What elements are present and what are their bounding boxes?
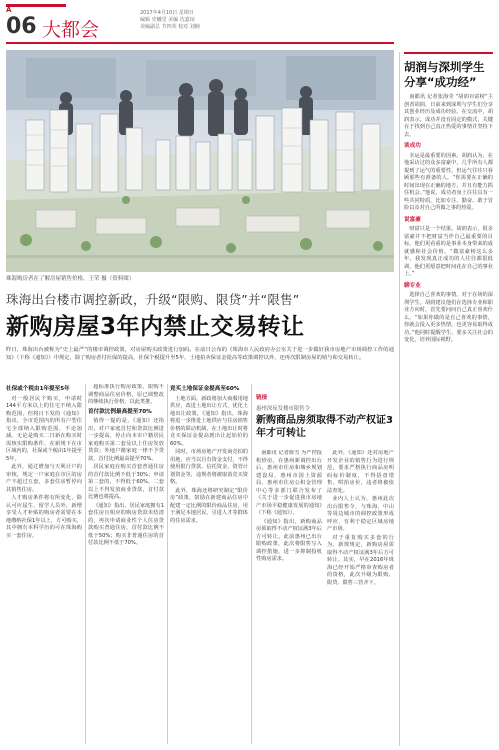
sidebar-paragraph: 选择自己喜欢的事情。对于在场的深圳学生，胡润建议他们在选择专业和职业方向时，首先要问问自己真正喜欢什么。“如果你做的是自己喜欢的事情，你就会投入更多热情，也更容易取得成功。”他同时提醒学生，要多关注社会的变化，培养国际视野。 bbox=[404, 292, 493, 343]
sidebar-divider bbox=[399, 52, 400, 746]
issue-date: 2017年4月10日 星期日 bbox=[140, 10, 194, 16]
column-2-paragraph: 《通知》指出，居民家庭拥有1套住房且相应的购房贷款未结清的，再次申请商业性个人住房贷款购买普通住房，首付款比例不低于50%；购买非普通住房的首付款比例不低于70%。 bbox=[88, 502, 164, 546]
column-1-paragraph: 人才购房条件将有所变化，除认可应届生、留学人员外，新增享受人才补贴的购房者需要在本地缴纳社保1年以上，方可购买，其中拥有本科学历的可在珠海购买一套住房。 bbox=[6, 495, 82, 539]
housing-model-photo bbox=[6, 50, 394, 272]
column-1-paragraph: 对一般居民个购买，申请时144平方米以上的住宅不纳入限购范围，但将日下发的《通知》指出，全市范围内的所有户型住宅全部纳入限购范围，不论加减。无论是购买二日新在购买时需核实限购条件，在新规下在市区域内的，社保或个税由1年提至5年。 bbox=[6, 395, 82, 462]
body-column-1 bbox=[6, 384, 82, 746]
link-source: 惠州深夜发楼市限售令 bbox=[256, 406, 310, 412]
sidebar-heading: 谈成功 bbox=[404, 143, 421, 149]
column-1-heading: 社保或个税由1年提至5年 bbox=[6, 386, 70, 392]
sub-headline: 珠海出台楼市调控新政，升级“限购、限贷”并“限售” bbox=[6, 292, 300, 307]
body-column-3 bbox=[170, 384, 248, 746]
editor-credits: 编辑 史曦堂 美编 沈嘉琼 bbox=[140, 17, 195, 23]
sidebar-body bbox=[404, 94, 493, 345]
sidebar-title: 胡润与深圳学生分享“成功经” bbox=[404, 60, 485, 89]
column-4-paragraph: 对于重复购买多套的行为，新规规定，新购房屋需取得不动产权证满3年后方可转让。其实，早在2016年珠海已经开始严格审查购房者的资格，此次升级为限购、限贷、限售三管齐下。 bbox=[327, 534, 394, 586]
column-2-paragraph: 居民家庭在购买首套普通住房的首付款比例不低于30%；申请第二套的，不得低于60%，二套以上不得发放商业贷款，首付款比例也将提高。 bbox=[88, 464, 164, 500]
column-divider bbox=[167, 384, 168, 744]
column-divider bbox=[85, 384, 86, 744]
sidebar-heading: 聊专业 bbox=[404, 282, 421, 289]
photo-caption: 珠海购房者在了解房屋销售价格。王荣 摄（资料图） bbox=[6, 276, 135, 282]
masthead-accent-bar bbox=[6, 4, 66, 7]
column-2-paragraph: 值得一提的是，《通知》还指出，对户家庭首付和贷款比例进一步提高，停止向本市户籍居民家庭购买第二套及以上住房发放贷款；外地户籍家庭一律不予贷款，首付比例最高提至70%。 bbox=[88, 418, 164, 462]
lead-paragraph: 昨日，珠海出台被称为“史上最严”的楼市调控政策，对房屋购买政策进行加码。在前日公布的《珠海市人民政府办公室关于进一步做好我市房地产市场调控工作的通知》（下称《通知》）中规定，除了购房者付社保的提高，社保个税提升至5年，土地拍卖保证金提高等政策调控以外，还再次限制房屋的销与和交易转让。 bbox=[6, 347, 394, 361]
sidebar-heading: 说富豪 bbox=[404, 216, 421, 223]
proof-credits: 美编副总 节四英 校对 刘楠 bbox=[140, 24, 200, 30]
main-headline: 新购房屋3年内禁止交易转让 bbox=[6, 314, 305, 340]
column-1-paragraph: 此外，通过增加与天利计户的审核，规定一户家庭在市区的房产不超过五套，多套住房暂停向其销售住房。 bbox=[6, 464, 82, 493]
body-column-2 bbox=[88, 384, 164, 746]
masthead bbox=[6, 4, 394, 44]
masthead-meta bbox=[140, 10, 260, 31]
news-photo bbox=[6, 50, 394, 272]
sidebar-lead: 南都讯 记者张海莹 “胡润百富榜”主创者胡润，日前来到深圳与学生们分享其创业经历及成功经验。在交流中，胡润表示，成功并没有固定的模式，关键在于找到自己真正热爱的事情并坚持下去。 bbox=[404, 94, 493, 138]
column-2-heading: 首付款比例最高提至70% bbox=[88, 408, 152, 415]
column-3-paragraph: 同时，市场房地产开发商竞拍的用地，应当以自有资金支付，不得使用银行贷款、信托资金、资管计划资金等，违规者将被取消竞买资格。 bbox=[170, 449, 248, 485]
link-title: 新购商品房须取得不动产权证3年才可转让 bbox=[256, 415, 393, 439]
column-2-paragraph: 超标准执行购房政策，限购不调整商品住房价格，原已调整改的继续执行价格，以此类推。 bbox=[88, 384, 164, 405]
page-number: 06 bbox=[6, 14, 37, 39]
link-paragraph: 《通知》指出，新购商品房须取得不动产权证满3年后方可转让。此前惠州已出台限购政策，此次将限售写入调控措施，进一步抑制投机性购房需求。 bbox=[256, 518, 322, 562]
link-body-column-1 bbox=[256, 450, 322, 746]
edition-letter: A bbox=[6, 6, 12, 14]
sidebar-paragraph: 财富只是一个结果。胡润表示，很多富豪并不把财富当作自己最重要的目标，他们更看重的是事业本身带来的成就感和社会价值。“做富豪榜这么多年，我发现真正成功的人往往都很低调，他们更愿意把时间花在自己的事业上。” bbox=[404, 226, 493, 277]
column-3-heading: 竞买土地保证金提高至60% bbox=[170, 386, 240, 392]
link-paragraph: 业内人士认为，惠州此次出台限售令，与珠海、中山等周边城市的调控政策形成呼应，有利于稳定区域房地产市场。 bbox=[327, 496, 394, 532]
sidebar-paragraph: 幸运是最重要的因素。胡润认为，在他采访过的众多富豪中，几乎所有人都提到了运气的重要性，但运气往往只眷顾那些有准备的人。“你需要在正确的时间出现在正确的地方，并且有能力抓住机会。”他说，成功者身上往往具有一些共同特质，比如专注、勤奋、敢于冒险以及对自己所做之事的热爱。 bbox=[404, 152, 493, 211]
related-link-box bbox=[256, 393, 394, 440]
link-body-column-2 bbox=[327, 450, 394, 746]
column-3-paragraph: 土地方面，新政将加大商服用地供应，改进土地出让方式，优化土地出让政策，《通知》指出，珠海将进一步推进土地供应与住房销售价格的联动机制，在土地出让时将竞买保证金提高到出让起始价的60%。 bbox=[170, 395, 248, 447]
link-tag: 链接 bbox=[256, 395, 268, 401]
link-paragraph: 此外，《通知》还对房地产开发企业的销售行为进行规范，要求严格执行商品房明码标价制度，不得捂盘惜售、哄抬房价，违者将被依法查处。 bbox=[327, 450, 394, 494]
section-title: 大都会 bbox=[42, 19, 100, 41]
link-paragraph: 南都讯 记者陈雪 为严控投机炒房，在惠州新调控出台后，惠州市住房和城乡规划建设局、惠州市国土资源局、惠州市住房公积金管理中心等多部门联合发布了《关于进一步促进我市房地产市场平稳健康发展的通知》（下称《通知》）。 bbox=[256, 450, 322, 516]
column-divider bbox=[251, 384, 252, 744]
sidebar-story bbox=[404, 60, 493, 346]
column-3-paragraph: 此外，珠海还将研究制定“限价房”政策，鼓励在新建商品住房中配建一定比例的限价商品住房，用于满足本地居民、引进人才等群体的住房需求。 bbox=[170, 487, 248, 524]
sidebar-top-rule bbox=[404, 52, 493, 54]
